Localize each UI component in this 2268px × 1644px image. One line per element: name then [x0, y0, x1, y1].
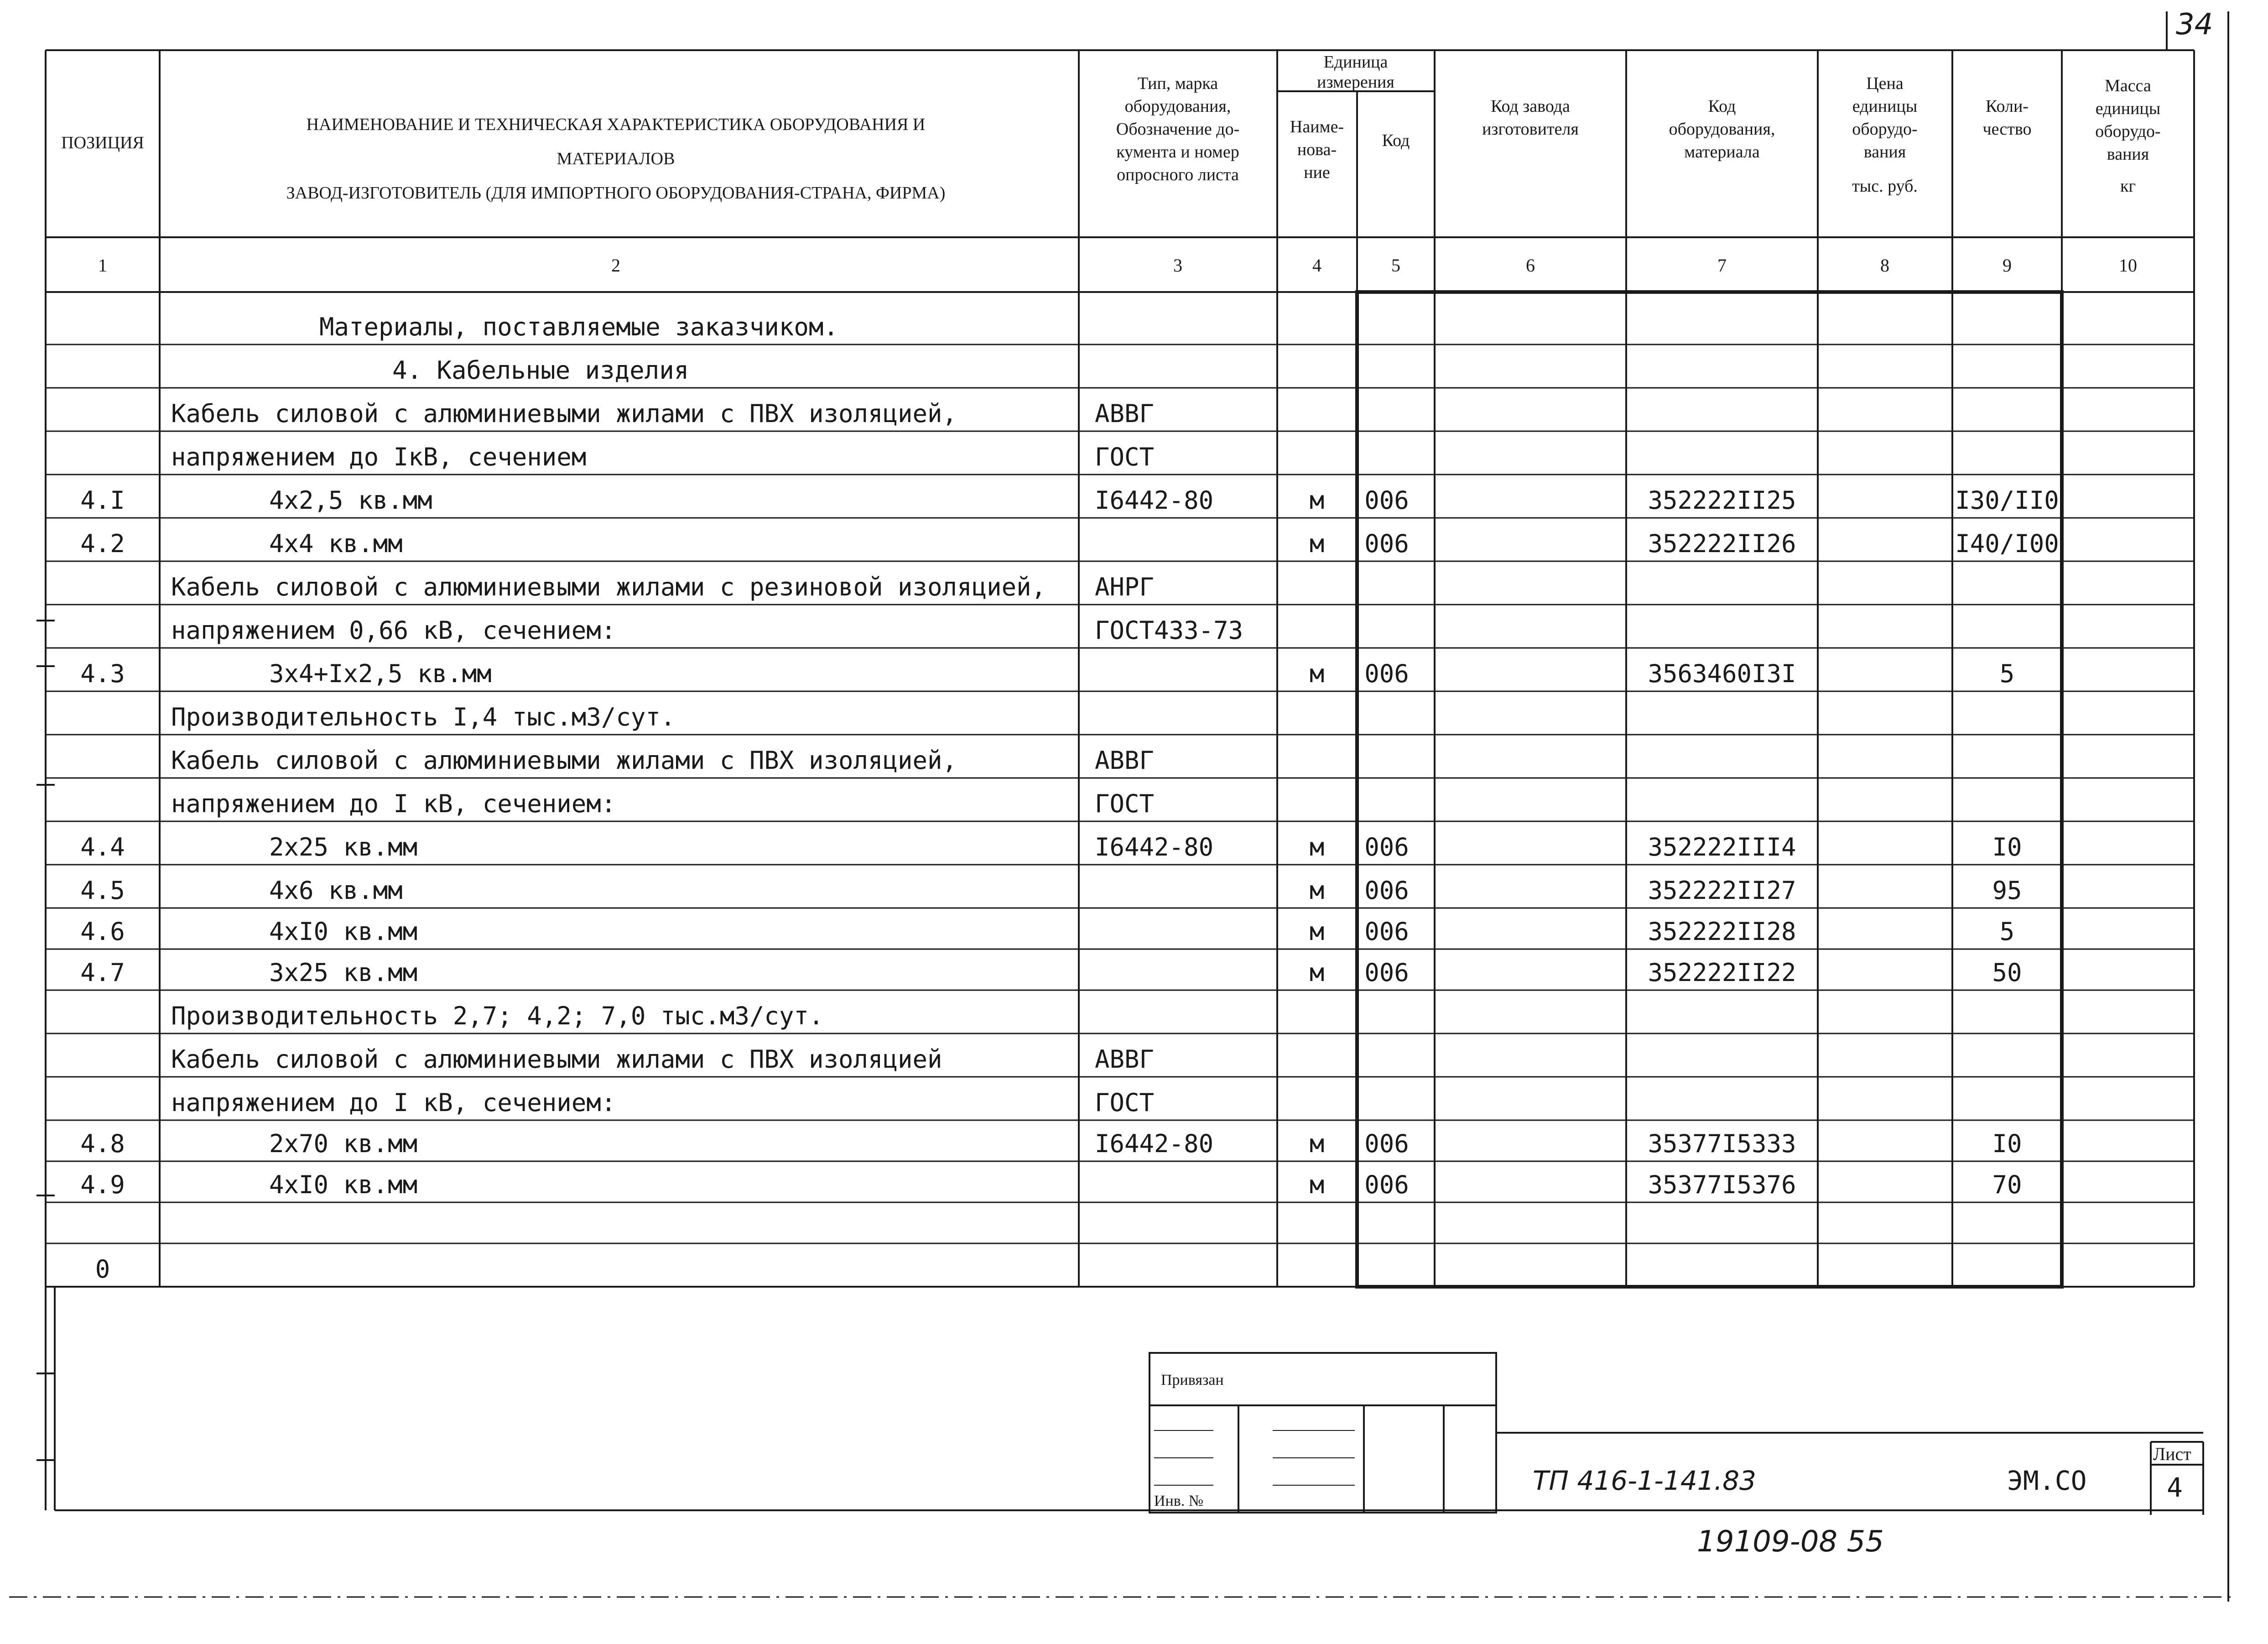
stamp-sheet-label: Лист [2153, 1444, 2191, 1464]
header-price-line2: единицы [1852, 97, 1918, 116]
row-pos: 4.5 [80, 876, 125, 905]
row-pos: 0 [95, 1255, 110, 1284]
header-price-line3: оборудо- [1852, 120, 1918, 139]
colnum-5: 5 [1391, 255, 1400, 276]
row-type: АВВГ [1095, 746, 1155, 775]
header-qty-line2: чество [1982, 120, 2032, 139]
header-qty-line1: Коли- [1986, 97, 2029, 116]
colnum-10: 10 [2119, 255, 2137, 276]
row-unit: м [1309, 876, 1325, 905]
row-qty: 70 [1992, 1170, 2022, 1199]
row-name: Кабель силовой с алюминиевыми жилами с ПВХ изоляцией, [171, 399, 957, 428]
colnum-7: 7 [1717, 255, 1727, 276]
row-qty: I30/II0 [1955, 486, 2059, 515]
row-mat: 352222II27 [1648, 876, 1796, 905]
header-type-line1: Тип, марка [1137, 74, 1218, 93]
stamp-privyazan: Привязан [1161, 1372, 1224, 1388]
column-numbers [98, 255, 2137, 276]
row-mat: 3563460I3I [1648, 659, 1796, 688]
row-code: 006 [1364, 1170, 1409, 1199]
header-mass-line1: Масса [2105, 76, 2151, 95]
header-price-line5: тыс. руб. [1852, 177, 1918, 196]
stamp-designation: ТП 416-1-141.83 [1533, 1465, 1756, 1496]
colnum-6: 6 [1526, 255, 1535, 276]
row-code: 006 [1364, 659, 1409, 688]
header-unit-line2: измерения [1317, 73, 1394, 92]
row-qty: 5 [1999, 917, 2015, 946]
row-name: 3х4+Iх2,5 кв.мм [269, 659, 492, 688]
header-type-line5: опросного листа [1117, 165, 1239, 184]
row-name: напряжением до I кВ, сечением: [171, 1088, 616, 1117]
row-type: ГОСТ [1095, 443, 1155, 471]
row-pos: 4.8 [80, 1129, 125, 1158]
header-name-line3: ЗАВОД-ИЗГОТОВИТЕЛЬ (ДЛЯ ИМПОРТНОГО ОБОРУДОВАНИЯ-СТРАНА, ФИРМА) [286, 183, 946, 203]
row-unit: м [1309, 486, 1325, 515]
row-name: Материалы, поставляемые заказчиком. [319, 313, 838, 341]
row-name: Производительность 2,7; 4,2; 7,0 тыс.м3/сут. [171, 1002, 824, 1030]
row-pos: 4.9 [80, 1170, 125, 1199]
header-mass-line3: оборудо- [2095, 122, 2161, 141]
header-maker-code-line2: изготовителя [1482, 120, 1579, 139]
table-header [61, 52, 2161, 203]
header-price-line4: вания [1863, 142, 1906, 162]
row-name: 4. Кабельные изделия [392, 356, 689, 385]
bottom-note: 19109-08 55 [1697, 1525, 1884, 1559]
row-name: напряжением 0,66 кВ, сечением: [171, 616, 616, 645]
header-mass-line5: кг [2120, 177, 2136, 196]
header-unit-code: Код [1382, 131, 1410, 150]
header-equip-code-line1: Код [1708, 97, 1736, 116]
header-unit-name-line1: Наиме- [1290, 117, 1344, 136]
row-code: 006 [1364, 1129, 1409, 1158]
row-unit: м [1309, 917, 1325, 946]
stamp-inv-no: Инв. № [1154, 1493, 1204, 1509]
row-name: 2х70 кв.мм [269, 1129, 418, 1158]
row-name: 3х25 кв.мм [269, 958, 418, 987]
row-unit: м [1309, 1129, 1325, 1158]
row-type: ГОСТ433-73 [1095, 616, 1243, 645]
row-qty: I40/I00 [1955, 529, 2059, 558]
row-unit: м [1309, 659, 1325, 688]
header-equip-code-line3: материала [1684, 142, 1760, 162]
row-name: 4х4 кв.мм [269, 529, 403, 558]
colnum-2: 2 [611, 255, 620, 276]
header-mass-line2: единицы [2095, 99, 2161, 118]
row-qty: I0 [1992, 1129, 2022, 1158]
row-type: ГОСТ [1095, 789, 1155, 818]
header-equip-code-line2: оборудования, [1669, 120, 1775, 139]
title-block-designation [1533, 1465, 2183, 1503]
row-code: 006 [1364, 529, 1409, 558]
stamp-sheet-number: 4 [2167, 1472, 2183, 1503]
header-type-line2: оборудования, [1124, 97, 1231, 116]
colnum-8: 8 [1880, 255, 1889, 276]
row-mat: 352222II25 [1648, 486, 1796, 515]
row-type: I6442-80 [1095, 486, 1214, 515]
row-pos: 4.2 [80, 529, 125, 558]
row-code: 006 [1364, 958, 1409, 987]
row-pos: 4.6 [80, 917, 125, 946]
table-body [80, 313, 2059, 1284]
row-code: 006 [1364, 486, 1409, 515]
colnum-1: 1 [98, 255, 107, 276]
row-code: 006 [1364, 917, 1409, 946]
row-mat: 352222II28 [1648, 917, 1796, 946]
row-name: Кабель силовой с алюминиевыми жилами с резиновой изоляцией, [171, 573, 1046, 601]
header-unit-line1: Единица [1323, 52, 1388, 72]
row-type: АВВГ [1095, 1045, 1155, 1074]
header-price-line1: Цена [1866, 74, 1904, 93]
row-mat: 35377I5333 [1648, 1129, 1796, 1158]
header-mass-line4: вания [2107, 145, 2149, 164]
row-qty: 95 [1992, 876, 2022, 905]
row-pos: 4.3 [80, 659, 125, 688]
row-qty: 50 [1992, 958, 2022, 987]
row-code: 006 [1364, 833, 1409, 861]
row-pos: 4.7 [80, 958, 125, 987]
row-pos: 4.I [80, 486, 125, 515]
row-name: Кабель силовой с алюминиевыми жилами с ПВХ изоляцией, [171, 746, 957, 775]
row-mat: 352222II22 [1648, 958, 1796, 987]
header-name-line2: МАТЕРИАЛОВ [557, 149, 675, 168]
header-maker-code-line1: Код завода [1491, 97, 1570, 116]
header-unit-name-line3: ние [1304, 163, 1330, 182]
row-name: Производительность I,4 тыс.м3/сут. [171, 703, 676, 731]
row-pos: 4.4 [80, 833, 125, 861]
header-unit-name-line2: нова- [1297, 140, 1337, 159]
row-mat: 352222II26 [1648, 529, 1796, 558]
row-name: напряжением до IкВ, сечением [171, 443, 587, 471]
row-type: АНРГ [1095, 573, 1155, 601]
header-type-line4: кумента и номер [1116, 142, 1239, 162]
row-type: I6442-80 [1095, 833, 1214, 861]
header-name-line1: НАИМЕНОВАНИЕ И ТЕХНИЧЕСКАЯ ХАРАКТЕРИСТИКА ОБОРУДОВАНИЯ И [306, 115, 926, 134]
row-name: Кабель силовой с алюминиевыми жилами с ПВХ изоляцией [171, 1045, 942, 1074]
colnum-4: 4 [1312, 255, 1321, 276]
row-type: I6442-80 [1095, 1129, 1214, 1158]
row-name: 2х25 кв.мм [269, 833, 418, 861]
row-qty: 5 [1999, 659, 2015, 688]
row-name: 4хI0 кв.мм [269, 917, 418, 946]
row-unit: м [1309, 958, 1325, 987]
sheet-mark: 34 [2176, 8, 2213, 42]
row-type: ГОСТ [1095, 1088, 1155, 1117]
row-mat: 352222III4 [1648, 833, 1796, 861]
row-unit: м [1309, 1170, 1325, 1199]
colnum-9: 9 [2003, 255, 2012, 276]
row-code: 006 [1364, 876, 1409, 905]
row-name: напряжением до I кВ, сечением: [171, 789, 616, 818]
row-name: 4х2,5 кв.мм [269, 486, 432, 515]
colnum-3: 3 [1173, 255, 1182, 276]
row-name: 4х6 кв.мм [269, 876, 403, 905]
row-unit: м [1309, 833, 1325, 861]
header-type-line3: Обозначение до- [1116, 120, 1240, 139]
row-unit: м [1309, 529, 1325, 558]
row-mat: 35377I5376 [1648, 1170, 1796, 1199]
row-name: 4хI0 кв.мм [269, 1170, 418, 1199]
row-type: АВВГ [1095, 399, 1155, 428]
row-qty: I0 [1992, 833, 2022, 861]
header-position: ПОЗИЦИЯ [61, 133, 144, 152]
stamp-doc-code: ЭМ.СО [2007, 1465, 2087, 1496]
